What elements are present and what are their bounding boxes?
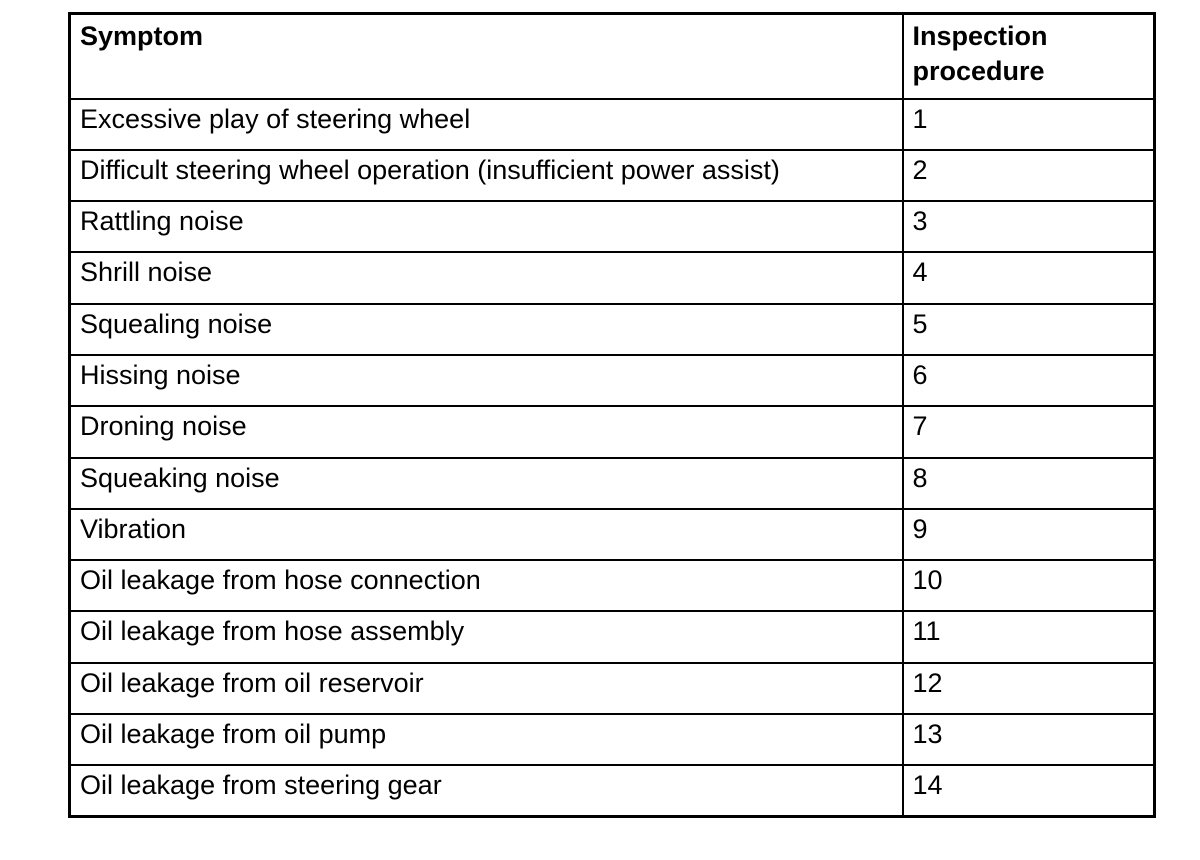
- symptom-cell: Hissing noise: [70, 355, 903, 406]
- symptom-cell: Squealing noise: [70, 304, 903, 355]
- table-row: [70, 509, 1155, 560]
- symptom-cell: Droning noise: [70, 406, 903, 457]
- table-row: [70, 252, 1155, 303]
- table-row: [70, 458, 1155, 509]
- symptom-cell: Excessive play of steering wheel: [70, 99, 903, 150]
- symptom-cell: Shrill noise: [70, 252, 903, 303]
- symptom-cell: Oil leakage from oil reservoir: [70, 663, 903, 714]
- symptom-cell: Oil leakage from oil pump: [70, 714, 903, 765]
- table-row: [70, 201, 1155, 252]
- procedure-cell: 4: [903, 252, 1155, 303]
- procedure-cell: 9: [903, 509, 1155, 560]
- table-row: [70, 99, 1155, 150]
- symptom-cell: Difficult steering wheel operation (insufficient power assist): [70, 150, 903, 201]
- table-row: [70, 150, 1155, 201]
- symptom-inspection-table: [68, 12, 1156, 818]
- table-row: [70, 355, 1155, 406]
- table-row: [70, 406, 1155, 457]
- procedure-cell: 14: [903, 765, 1155, 816]
- table-row: [70, 714, 1155, 765]
- symptom-cell: Vibration: [70, 509, 903, 560]
- procedure-cell: 10: [903, 560, 1155, 611]
- table-row: [70, 663, 1155, 714]
- procedure-cell: 11: [903, 611, 1155, 662]
- table-row: [70, 765, 1155, 816]
- column-header-inspection-procedure: Inspection procedure: [903, 14, 1155, 99]
- procedure-cell: 6: [903, 355, 1155, 406]
- procedure-cell: 7: [903, 406, 1155, 457]
- symptom-cell: Rattling noise: [70, 201, 903, 252]
- table-header-row: [70, 14, 1155, 99]
- procedure-cell: 1: [903, 99, 1155, 150]
- procedure-cell: 8: [903, 458, 1155, 509]
- procedure-cell: 5: [903, 304, 1155, 355]
- table-row: [70, 304, 1155, 355]
- symptom-cell: Squeaking noise: [70, 458, 903, 509]
- symptom-cell: Oil leakage from hose connection: [70, 560, 903, 611]
- procedure-cell: 13: [903, 714, 1155, 765]
- symptom-cell: Oil leakage from steering gear: [70, 765, 903, 816]
- procedure-cell: 12: [903, 663, 1155, 714]
- procedure-cell: 3: [903, 201, 1155, 252]
- symptom-cell: Oil leakage from hose assembly: [70, 611, 903, 662]
- table-row: [70, 560, 1155, 611]
- table-row: [70, 611, 1155, 662]
- procedure-cell: 2: [903, 150, 1155, 201]
- column-header-symptom: Symptom: [70, 14, 903, 99]
